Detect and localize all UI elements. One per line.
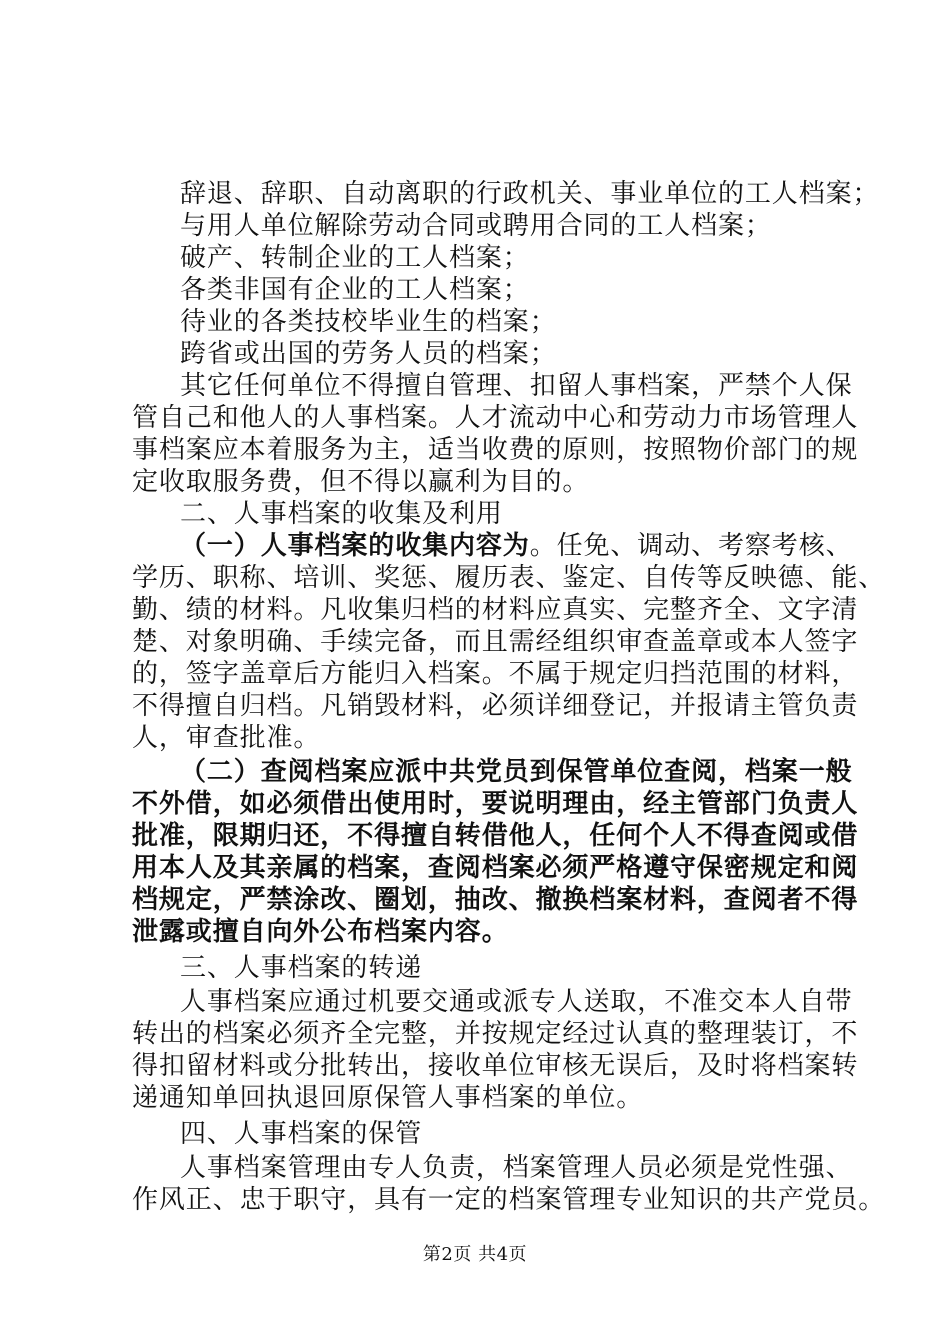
paragraph-line: 学历、职称、培训、奖惩、履历表、鉴定、自传等反映德、能、 [132, 563, 886, 593]
paragraph-line: 管自己和他人的人事档案。人才流动中心和劳动力市场管理人 [132, 403, 859, 433]
paragraph-line: 其它任何单位不得擅自管理、扣留人事档案，严禁个人保 [180, 371, 853, 401]
section-heading: 四、人事档案的保管 [180, 1119, 423, 1149]
list-item: 待业的各类技校毕业生的档案； [180, 307, 557, 337]
section-heading: 三、人事档案的转递 [180, 953, 423, 983]
paragraph-text: 。任免、调动、考察考核、 [529, 531, 853, 561]
paragraph-line: 得扣留材料或分批转出，接收单位审核无误后，及时将档案转 [132, 1051, 859, 1081]
paragraph-line: 转出的档案必须齐全完整，并按规定经过认真的整理装订，不 [132, 1019, 859, 1049]
paragraph-line: 人，审查批准。 [132, 723, 321, 753]
paragraph-line: 泄露或擅自向外公布档案内容。 [132, 917, 509, 947]
paragraph-line: 用本人及其亲属的档案，查阅档案必须严格遵守保密规定和阅 [132, 853, 859, 883]
paragraph-line: 的，签字盖章后方能归入档案。不属于规定归挡范围的材料， [132, 659, 859, 689]
list-item: 各类非国有企业的工人档案； [180, 275, 530, 305]
paragraph-line: 事档案应本着服务为主，适当收费的原则，按照物价部门的规 [132, 435, 859, 465]
paragraph-line: 楚、对象明确、手续完备，而且需经组织审查盖章或本人签字 [132, 627, 859, 657]
list-item: 与用人单位解除劳动合同或聘用合同的工人档案； [180, 211, 772, 241]
paragraph-line: 定收取服务费，但不得以赢利为目的。 [132, 467, 590, 497]
list-item: 辞退、辞职、自动离职的行政机关、事业单位的工人档案； [180, 179, 880, 209]
paragraph-line: 批准，限期归还，不得擅自转借他人，任何个人不得查阅或借 [132, 821, 859, 851]
paragraph-line: 不外借，如必须借出使用时，要说明理由，经主管部门负责人 [132, 789, 859, 819]
section-heading: 二、人事档案的收集及利用 [180, 499, 503, 529]
paragraph-line: 作风正、忠于职守，具有一定的档案管理专业知识的共产党员。 [132, 1185, 886, 1215]
subsection-lead: （一）人事档案的收集内容为 [180, 531, 530, 561]
paragraph-line: 不得擅自归档。凡销毁材料，必须详细登记，并报请主管负责 [132, 691, 859, 721]
paragraph-line: 档规定，严禁涂改、圈划，抽改、撤换档案材料，查阅者不得 [132, 885, 859, 915]
paragraph-line: （二）查阅档案应派中共党员到保管单位查阅，档案一般 [180, 757, 853, 787]
page-footer: 第2页 共4页 [422, 1244, 528, 1265]
paragraph-line [180, 530, 950, 562]
paragraph-line: 人事档案应通过机要交通或派专人送取，不准交本人自带 [180, 987, 853, 1017]
paragraph-line: 递通知单回执退回原保管人事档案的单位。 [132, 1083, 644, 1113]
paragraph-line: 人事档案管理由专人负责，档案管理人员必须是党性强、 [180, 1153, 853, 1183]
list-item: 跨省或出国的劳务人员的档案； [180, 339, 557, 369]
list-item: 破产、转制企业的工人档案； [180, 243, 530, 273]
paragraph-line: 勤、绩的材料。凡收集归档的材料应真实、完整齐全、文字清 [132, 595, 859, 625]
